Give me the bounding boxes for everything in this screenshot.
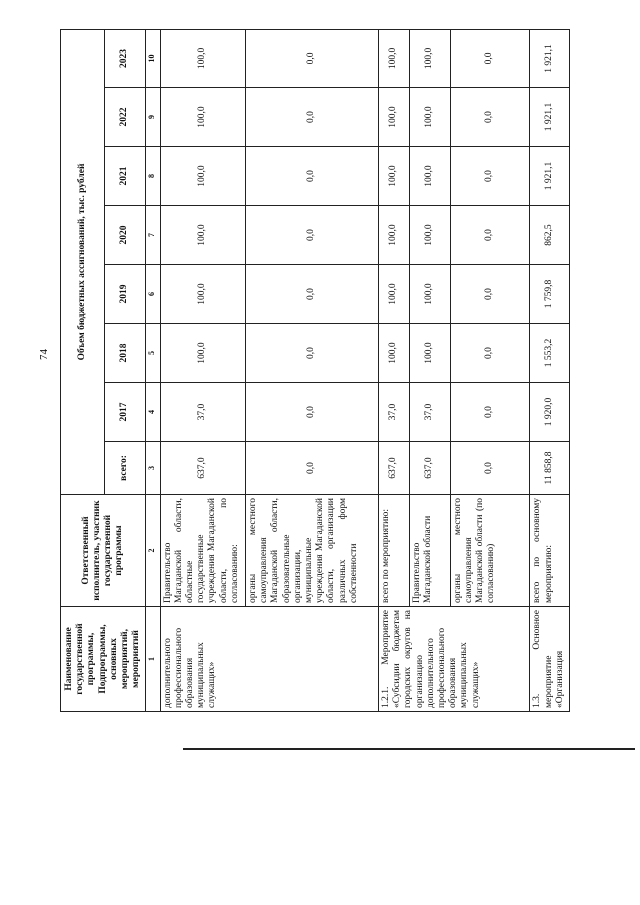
header-year-2018: 2018 — [104, 324, 146, 383]
column-number: 4 — [146, 383, 160, 442]
column-number: 6 — [146, 265, 160, 324]
header-year-2023: 2023 — [104, 29, 146, 87]
column-number: 3 — [146, 442, 160, 495]
header-year-2019: 2019 — [104, 265, 146, 324]
cell-2022: 0,0 — [246, 88, 379, 147]
cell-2023: 100,0 — [379, 29, 410, 87]
table-row — [379, 29, 410, 711]
cell-2019: 0,0 — [450, 265, 530, 324]
header-year-2020: 2020 — [104, 206, 146, 265]
cell-2023: 100,0 — [409, 29, 450, 87]
column-number: 1 — [146, 607, 160, 712]
cell-total: 637,0 — [379, 442, 410, 495]
cell-2019: 1 759,8 — [530, 265, 570, 324]
header-year-2022: 2022 — [104, 88, 146, 147]
cell-2017: 37,0 — [160, 383, 245, 442]
cell-2017: 37,0 — [379, 383, 410, 442]
cell-2017: 1 920,0 — [530, 383, 570, 442]
cell-2023: 100,0 — [160, 29, 245, 87]
cell-2021: 0,0 — [450, 147, 530, 206]
row-executor: органы местного самоуправления Магаданской области (по согласованию) — [450, 495, 530, 607]
cell-total: 637,0 — [409, 442, 450, 495]
header-executor: Ответственный исполнитель, участник государственной программы — [61, 495, 146, 607]
cell-2019: 0,0 — [246, 265, 379, 324]
header-year-2017: 2017 — [104, 383, 146, 442]
header-total: всего: — [104, 442, 146, 495]
cell-2020: 100,0 — [160, 206, 245, 265]
cell-2019: 100,0 — [379, 265, 410, 324]
cell-2018: 100,0 — [379, 324, 410, 383]
row-executor: органы местного самоуправления Магаданской области, образовательные организации, муниципальные учреждения Магаданской области, организации различных форм собственности — [246, 495, 379, 607]
table-row — [160, 29, 245, 711]
row-executor: всего по основному мероприятию: — [530, 495, 570, 607]
row-program-name: 1.3. Основное мероприятие «Организация — [530, 607, 570, 712]
column-number: 9 — [146, 88, 160, 147]
row-program-name: дополнительного профессионального образования муниципальных служащих» — [160, 607, 378, 712]
page-number: 74 — [38, 349, 50, 360]
header-year-2021: 2021 — [104, 147, 146, 206]
cell-2023: 0,0 — [450, 29, 530, 87]
budget-table — [60, 29, 570, 712]
cell-2020: 0,0 — [450, 206, 530, 265]
cell-2018: 1 553,2 — [530, 324, 570, 383]
cell-2022: 100,0 — [379, 88, 410, 147]
cell-2019: 100,0 — [409, 265, 450, 324]
cell-total: 0,0 — [246, 442, 379, 495]
cell-2017: 0,0 — [450, 383, 530, 442]
row-executor: всего по мероприятию: — [379, 495, 410, 607]
header-program-name: Наименование государственной программы, Подпрограммы, основных мероприятий, мероприятий — [61, 607, 146, 712]
column-number: 7 — [146, 206, 160, 265]
cell-2019: 100,0 — [160, 265, 245, 324]
cell-2018: 100,0 — [409, 324, 450, 383]
footer-divider — [183, 748, 635, 750]
cell-total: 637,0 — [160, 442, 245, 495]
cell-2021: 1 921,1 — [530, 147, 570, 206]
cell-2023: 0,0 — [246, 29, 379, 87]
cell-2020: 100,0 — [409, 206, 450, 265]
budget-table-rotated — [60, 30, 570, 712]
row-executor: Правительство Магаданской области, областные государственные учреждения Магаданской области, по согласованию: — [160, 495, 245, 607]
cell-2022: 0,0 — [450, 88, 530, 147]
cell-total: 11 858,8 — [530, 442, 570, 495]
cell-2020: 862,5 — [530, 206, 570, 265]
cell-2017: 37,0 — [409, 383, 450, 442]
cell-2021: 100,0 — [379, 147, 410, 206]
cell-2018: 100,0 — [160, 324, 245, 383]
cell-2021: 100,0 — [160, 147, 245, 206]
cell-2020: 100,0 — [379, 206, 410, 265]
table-row — [530, 29, 570, 711]
cell-2017: 0,0 — [246, 383, 379, 442]
cell-2022: 100,0 — [160, 88, 245, 147]
column-number-row — [146, 29, 160, 711]
column-number: 5 — [146, 324, 160, 383]
cell-2022: 1 921,1 — [530, 88, 570, 147]
column-number: 10 — [146, 29, 160, 87]
cell-2022: 100,0 — [409, 88, 450, 147]
cell-total: 0,0 — [450, 442, 530, 495]
cell-2021: 0,0 — [246, 147, 379, 206]
cell-2020: 0,0 — [246, 206, 379, 265]
cell-2023: 1 921,1 — [530, 29, 570, 87]
cell-2018: 0,0 — [450, 324, 530, 383]
cell-2018: 0,0 — [246, 324, 379, 383]
row-executor: Правительство Магаданской области — [409, 495, 450, 607]
column-number: 8 — [146, 147, 160, 206]
row-program-name: 1.2.1. Мероприятие «Субсидии бюджетам городских округов на организацию дополнительного профессионального образования муниципальных служащих» — [379, 607, 530, 712]
cell-2021: 100,0 — [409, 147, 450, 206]
column-number: 2 — [146, 495, 160, 607]
header-budget-volume: Объем бюджетных ассигнований, тыс. рублей — [61, 29, 105, 494]
